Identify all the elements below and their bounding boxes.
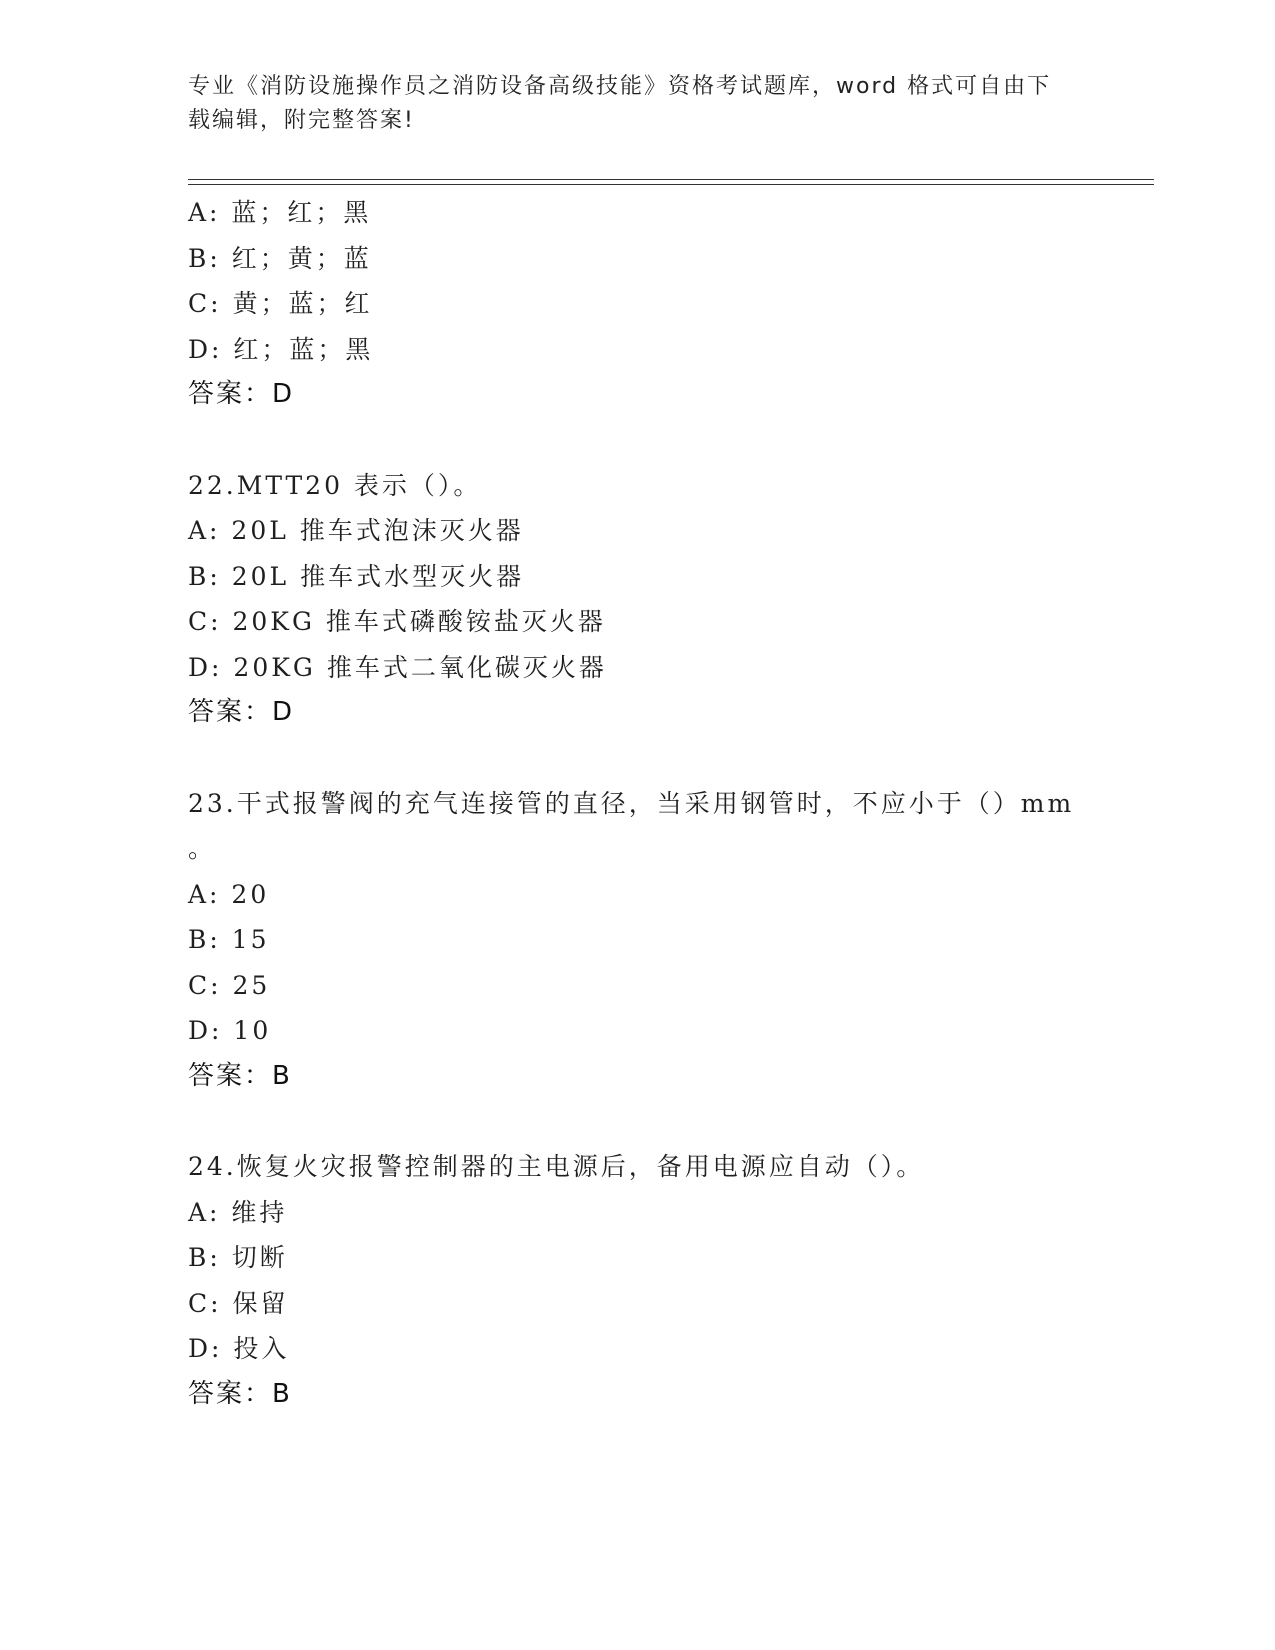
question-22 bbox=[188, 463, 1148, 736]
question-23 bbox=[188, 781, 1148, 1100]
option-a: A: 维持 bbox=[188, 1197, 288, 1227]
question-24 bbox=[188, 1144, 1148, 1417]
answer: 答案：B bbox=[188, 1378, 292, 1409]
option-a: A: 蓝；红；黑 bbox=[188, 198, 372, 227]
question-stem: 22.MTT20 表示（）。 bbox=[188, 470, 482, 500]
option-d: D: 投入 bbox=[188, 1334, 290, 1363]
header-line-1: 专业《消防设施操作员之消防设备高级技能》资格考试题库，word 格式可自由下 bbox=[188, 74, 1052, 99]
answer: 答案：B bbox=[188, 1060, 292, 1091]
answer: 答案：D bbox=[188, 697, 295, 727]
option-b: B: 20L 推车式水型灭火器 bbox=[188, 561, 525, 591]
option-c: C: 20KG 推车式磷酸铵盐灭火器 bbox=[188, 607, 606, 636]
document-header bbox=[188, 70, 1068, 138]
option-a: A: 20L 推车式泡沫灭火器 bbox=[188, 516, 524, 545]
option-d: D: 20KG 推车式二氧化碳灭火器 bbox=[188, 652, 607, 682]
question-stem: 23.干式报警阀的充气连接管的直径，当采用钢管时，不应小于（）mm bbox=[188, 788, 1075, 818]
header-line-2: 载编辑，附完整答案! bbox=[188, 108, 415, 133]
answer: 答案：D bbox=[188, 379, 295, 409]
question-list bbox=[188, 190, 1148, 1417]
option-b: B: 15 bbox=[188, 925, 270, 954]
question-21 bbox=[188, 190, 1148, 418]
option-b: B: 红；黄；蓝 bbox=[188, 243, 372, 273]
option-c: C: 保留 bbox=[188, 1288, 289, 1318]
question-stem: 24.恢复火灾报警控制器的主电源后，备用电源应自动（）。 bbox=[188, 1152, 925, 1181]
question-stem-continuation: 。 bbox=[188, 834, 214, 863]
option-c: C: 黄；蓝；红 bbox=[188, 289, 373, 318]
option-c: C: 25 bbox=[188, 970, 271, 1000]
option-d: D: 红；蓝；黑 bbox=[188, 334, 374, 364]
option-a: A: 20 bbox=[188, 879, 270, 909]
option-d: D: 10 bbox=[188, 1016, 272, 1045]
option-b: B: 切断 bbox=[188, 1243, 288, 1272]
header-divider-top bbox=[188, 179, 1154, 180]
header-divider-bottom bbox=[188, 184, 1154, 185]
